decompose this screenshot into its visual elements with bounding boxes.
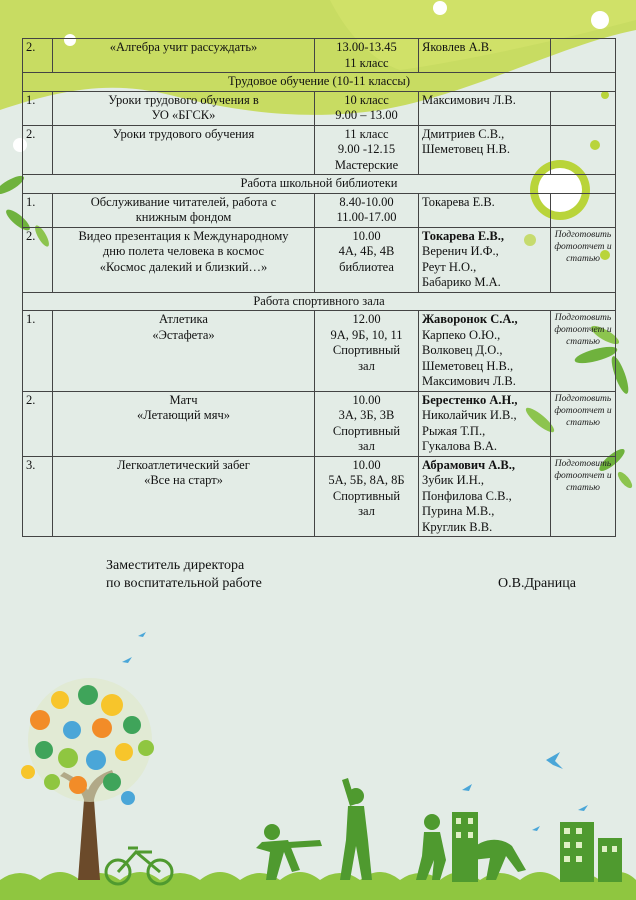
responsible-line: Понфилова С.В.,	[422, 488, 512, 503]
row-number: 2.	[23, 125, 53, 175]
section-title: Работа школьной библиотеки	[23, 175, 616, 194]
table-row	[23, 456, 616, 537]
responsible-line: Волковец Д.О.,	[422, 343, 503, 357]
note-cell	[551, 456, 616, 537]
event-line: книжным фондом	[135, 210, 232, 224]
eco-tree-illustration	[21, 678, 154, 880]
note-cell	[551, 227, 616, 292]
note-line: Подготовить	[554, 393, 612, 404]
note-cell	[551, 125, 616, 175]
event-line: Атлетика	[159, 312, 208, 326]
section-title: Трудовое обучение (10-11 классы)	[23, 73, 616, 92]
note-line: Подготовить	[554, 229, 612, 240]
responsible-line: Бабарико М.А.	[422, 275, 501, 289]
row-number: 1.	[23, 311, 53, 392]
responsible-line: Шеметовец Н.В.,	[422, 358, 514, 373]
schedule-table	[22, 38, 616, 537]
city-buildings	[452, 812, 622, 882]
time-line: 10.00	[352, 392, 381, 407]
responsible-line: Николайчик И.В.,	[422, 408, 517, 422]
time-cell	[315, 391, 419, 456]
responsible-line: Максимович Л.В.	[422, 92, 516, 107]
note-line: фотоотчет и	[554, 405, 612, 416]
row-number: 3.	[23, 456, 53, 537]
event-line: «Алгебра учит рассуждать»	[109, 40, 258, 54]
responsible-cell	[419, 125, 551, 175]
signature-position-line1: Заместитель директора	[106, 558, 245, 573]
section-title: Работа спортивного зала	[23, 292, 616, 311]
event-line: Уроки трудового обучения в	[108, 92, 259, 107]
event-line: Уроки трудового обучения	[112, 126, 255, 141]
responsible-line: Абрамович А.В.,	[422, 457, 515, 472]
note-line: статью	[566, 253, 600, 264]
time-line: 8.40-10.00	[339, 194, 394, 209]
time-cell	[315, 456, 419, 537]
responsible-line: Яковлев А.В.	[422, 40, 493, 54]
time-line: 5А, 5Б, 8А, 8Б	[328, 473, 405, 487]
responsible-line: Токарева Е.В.	[422, 194, 495, 209]
row-number: 2.	[23, 391, 53, 456]
responsible-line: Дмитриев С.В.,	[422, 126, 505, 141]
event-cell	[53, 456, 315, 537]
responsible-line: Шеметовец Н.В.	[422, 142, 510, 156]
responsible-cell	[419, 227, 551, 292]
event-line: УО «БГСК»	[151, 108, 216, 122]
event-line: «Все на старт»	[144, 473, 223, 487]
time-cell	[315, 91, 419, 125]
note-line: фотоотчет и	[554, 325, 612, 335]
table-row	[23, 39, 616, 73]
time-line: Мастерские	[334, 157, 399, 172]
responsible-line: Веренич И.Ф.,	[422, 244, 499, 258]
table-row	[23, 91, 616, 125]
event-cell	[53, 311, 315, 392]
responsible-line: Пурина М.В.,	[422, 504, 495, 518]
time-cell	[315, 227, 419, 292]
time-line: 4А, 4Б, 4В	[338, 244, 395, 258]
time-line: Спортивный	[332, 488, 401, 503]
table-row	[23, 227, 616, 292]
row-number: 2.	[23, 39, 53, 73]
responsible-line: Карпеко О.Ю.,	[422, 327, 501, 342]
note-line: Подготовить	[554, 313, 612, 323]
table-row	[23, 311, 616, 392]
sport-silhouettes	[256, 778, 526, 880]
note-cell	[551, 193, 616, 227]
event-cell	[53, 39, 315, 73]
note-line: статью	[566, 417, 600, 428]
time-line: 9.00 – 13.00	[335, 108, 398, 122]
event-line: Матч	[169, 392, 198, 407]
responsible-line: Берестенко А.Н.,	[422, 392, 518, 407]
note-cell	[551, 39, 616, 73]
responsible-line: Гукалова В.А.	[422, 439, 498, 453]
time-line: 9.00 -12.15	[337, 142, 396, 156]
responsible-line: Максимович Л.В.	[422, 374, 516, 388]
signature-position	[106, 557, 262, 593]
time-line: 12.00	[352, 312, 381, 326]
time-cell	[315, 193, 419, 227]
signature-position-line2: по воспитательной работе	[106, 576, 262, 591]
time-cell	[315, 125, 419, 175]
responsible-cell	[419, 391, 551, 456]
table-row	[23, 391, 616, 456]
note-line: фотоотчет и	[554, 470, 612, 481]
note-line: Подготовить	[554, 458, 612, 469]
responsible-line: Рыжая Т.П.,	[422, 423, 486, 438]
table-row	[23, 193, 616, 227]
event-cell	[53, 125, 315, 175]
event-line: Видео презентация к Международному	[78, 228, 289, 243]
event-cell	[53, 227, 315, 292]
time-line: 10.00	[352, 457, 381, 472]
row-number: 2.	[23, 227, 53, 292]
table-row	[23, 125, 616, 175]
time-line: зал	[358, 504, 375, 518]
time-line: 10 класс	[344, 92, 389, 107]
time-line: библиотеа	[339, 259, 394, 274]
responsible-line: Реут Н.О.,	[422, 259, 477, 274]
event-line: «Эстафета»	[152, 327, 215, 342]
row-number: 1.	[23, 91, 53, 125]
event-line: «Летающий мяч»	[136, 408, 231, 422]
row-number: 1.	[23, 193, 53, 227]
responsible-cell	[419, 91, 551, 125]
event-cell	[53, 391, 315, 456]
section-header-row	[23, 292, 616, 311]
time-line: зал	[358, 358, 375, 373]
responsible-line: Токарева Е.В.,	[422, 228, 504, 243]
note-line: статью	[566, 482, 600, 493]
time-line: 11 класс	[344, 55, 389, 70]
responsible-line: Жаворонок С.А.,	[422, 312, 518, 326]
responsible-line: Зубик И.Н.,	[422, 473, 485, 487]
responsible-cell	[419, 311, 551, 392]
time-cell	[315, 311, 419, 392]
section-header-row	[23, 175, 616, 194]
responsible-cell	[419, 456, 551, 537]
note-cell	[551, 391, 616, 456]
event-cell	[53, 193, 315, 227]
event-line: Обслуживание читателей, работа с	[90, 194, 277, 209]
time-line: зал	[358, 439, 375, 453]
time-line: 3А, 3Б, 3В	[338, 408, 395, 422]
event-line: «Космос далекий и близкий…»	[99, 259, 268, 274]
section-header-row	[23, 73, 616, 92]
time-line: Спортивный	[332, 423, 401, 438]
event-line: Легкоатлетический забег	[117, 457, 250, 472]
event-line: дню полета человека в космос	[102, 244, 265, 258]
responsible-cell	[419, 39, 551, 73]
time-line: 11 класс	[344, 126, 389, 141]
time-line: 10.00	[352, 228, 381, 243]
note-cell	[551, 311, 616, 392]
responsible-cell	[419, 193, 551, 227]
time-cell	[315, 39, 419, 73]
note-line: фотоотчет и	[554, 241, 612, 252]
note-cell	[551, 91, 616, 125]
time-line: 13.00-13.45	[336, 40, 397, 54]
note-line: статью	[566, 337, 600, 347]
responsible-line: Круглик В.В.	[422, 519, 493, 534]
event-cell	[53, 91, 315, 125]
time-line: 9А, 9Б, 10, 11	[330, 327, 403, 342]
time-line: Спортивный	[332, 343, 401, 357]
time-line: 11.00-17.00	[336, 210, 397, 224]
signature-name: О.В.Драница	[498, 576, 576, 591]
